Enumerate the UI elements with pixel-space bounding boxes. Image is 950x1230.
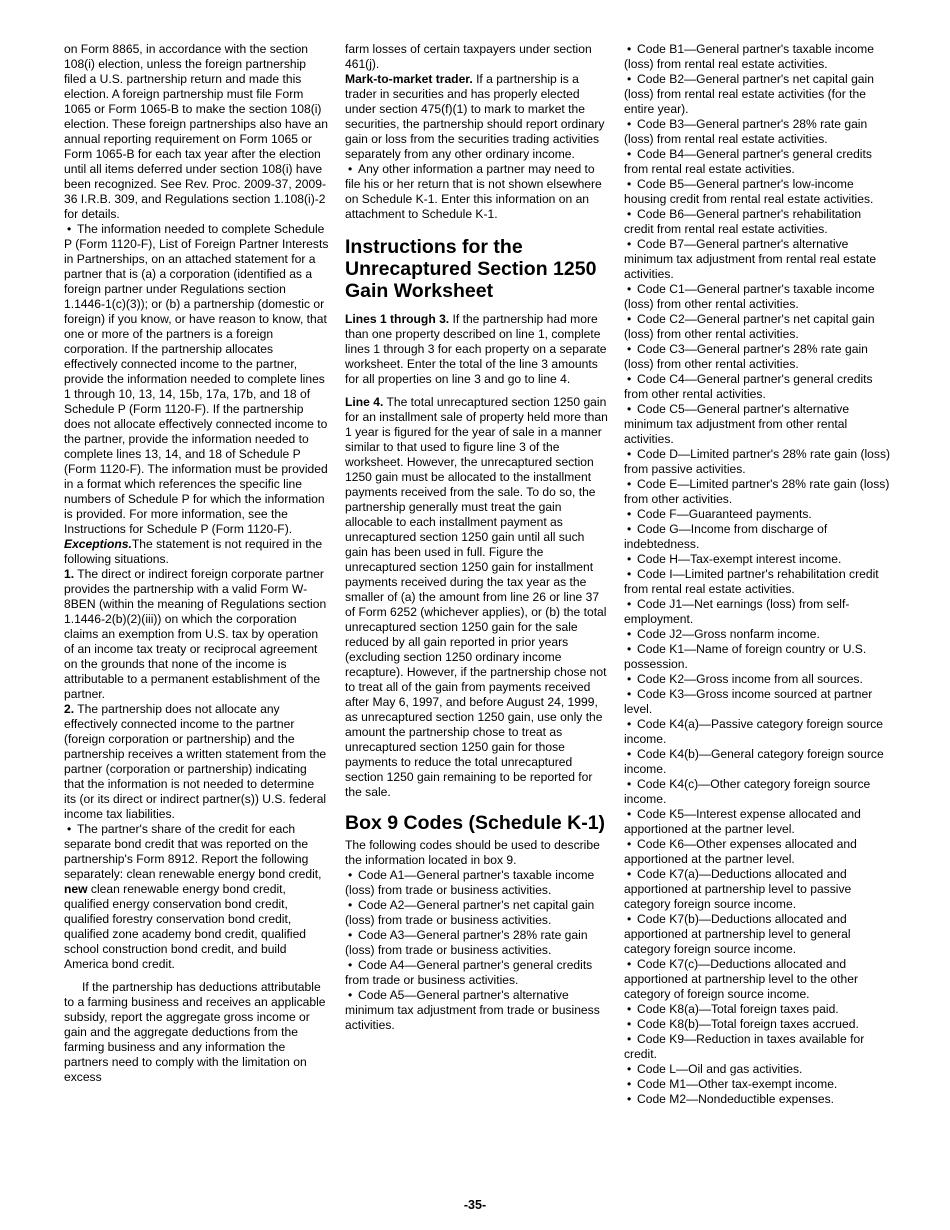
code-item [624,717,892,747]
bullet-icon: • [627,477,632,491]
code-text: Code A2—General partner's net capital gain (loss) from trade or business activities. [345,898,595,927]
code-text: Code K9—Reduction in taxes available for credit. [624,1032,865,1061]
bullet-icon: • [348,162,353,176]
bullet-icon: • [627,312,632,326]
code-item [624,807,892,837]
code-item [624,1062,892,1077]
code-text: Code C5—General partner's alternative minimum tax adjustment from other rental activities. [624,402,850,446]
code-item [624,567,892,597]
bullet-item [64,222,329,537]
column-1 [64,42,329,1085]
bullet-icon: • [627,147,632,161]
code-text: Code A5—General partner's alternative minimum tax adjustment from trade or business activities. [345,988,600,1032]
code-text: Code A3—General partner's 28% rate gain (loss) from trade or business activities. [345,928,588,957]
code-item [624,117,892,147]
bullet-icon: • [627,777,632,791]
code-text: Code I—Limited partner's rehabilitation credit from rental real estate activities. [624,567,879,596]
bullet-icon: • [627,672,632,686]
item-number: 1. [64,567,75,581]
code-item [345,928,610,958]
bullet-icon: • [348,958,353,972]
bullet-icon: • [627,117,632,131]
code-item [624,672,892,687]
code-text: Code B3—General partner's 28% rate gain (loss) from rental real estate activities. [624,117,868,146]
code-text: Code K7(a)—Deductions allocated and apportioned at partnership level to passive category foreign source income. [624,867,852,911]
bullet-icon: • [627,72,632,86]
bullet-icon: • [627,567,632,581]
code-item [624,912,892,957]
paragraph-farming: If the partnership has deductions attributable to a farming business and receives an applicable subsidy, report the aggregate gross income or gain and the aggregate deductions from the farming business and any information the partners need to comply with the limitation on excess [64,980,326,1084]
code-text: Code K1—Name of foreign country or U.S. possession. [624,642,867,671]
bullet-icon: • [348,868,353,882]
code-item [624,42,892,72]
code-text: Code D—Limited partner's 28% rate gain (loss) from passive activities. [624,447,891,476]
code-item [624,237,892,282]
code-text: Code K4(a)—Passive category foreign source income. [624,717,884,746]
code-item [624,342,892,372]
bullet-text: The information needed to complete Schedule P (Form 1120-F), List of Foreign Partner Interests in Partnerships, on an attached statement for a partner that is (a) a corporation (identified as a foreign partner under Regulations section 1.1446-1(c)(3)); or (b) a partnership (domestic or foreign) if you know, or have reason to know, that one or more of the partners is a foreign corporation. If the partnership allocates effectively connected income to the partner, provide the information needed to complete lines 1 through 10, 13, 14, 15b, 17a, 17b, and 18 of Schedule P (Form 1120-F). If the partnership does not allocate effectively connected income to the partner, provide the information needed to complete lines 13, 14, and 18 of Schedule P (Form 1120-F). The information must be provided in a format which references the specific line numbers of Schedule P for which the information is provided. For more information, see the Instructions for Schedule P (Form 1120-F). [64,222,329,536]
code-text: Code C2—General partner's net capital gain (loss) from other rental activities. [624,312,875,341]
bullet-icon: • [348,988,353,1002]
code-item [624,522,892,552]
bullet-icon: • [348,928,353,942]
bullet-icon: • [627,627,632,641]
section-heading-box9: Box 9 Codes (Schedule K-1) [345,812,606,834]
bullet-icon: • [627,807,632,821]
code-item [624,402,892,447]
code-item [624,1017,892,1032]
code-item [624,837,892,867]
bullet-icon: • [627,867,632,881]
bullet-icon: • [627,282,632,296]
bullet-icon: • [627,522,632,536]
code-item [624,552,892,567]
code-item [624,147,892,177]
bullet-icon: • [627,447,632,461]
code-text: Code K5—Interest expense allocated and apportioned at the partner level. [624,807,861,836]
code-item [624,312,892,342]
bullet-icon: • [627,597,632,611]
bullet-icon: • [627,372,632,386]
code-item [624,642,892,672]
column-2 [345,42,610,1033]
code-item [624,777,892,807]
bullet-icon: • [627,957,632,971]
box9-intro: The following codes should be used to describe the information located in box 9. [345,838,600,867]
code-text: Code K4(c)—Other category foreign source income. [624,777,871,806]
code-text: Code B5—General partner's low-income housing credit from rental real estate activities. [624,177,874,206]
code-text: Code C4—General partner's general credits from other rental activities. [624,372,873,401]
bullet-icon: • [348,898,353,912]
code-text: Code B2—General partner's net capital gain (loss) from rental real estate activities (for the entire year). [624,72,874,116]
bullet-item [64,822,329,972]
code-item [624,1032,892,1062]
code-item [624,72,892,117]
item-text: The direct or indirect foreign corporate partner provides the partnership with a valid Form W-8BEN (within the meaning of Regulations section 1.1446-2(b)(2)(iii)) on which the corporation claims an exemption from U.S. tax by operation of an income tax treaty or reciprocal agreement on the grounds that none of the income is attributable to a permanent establishment of the partner. [64,567,327,701]
code-item [624,1092,892,1107]
line-4-paragraph [345,395,610,800]
bullet-icon: • [67,222,72,236]
line-label: Line 4. [345,395,384,409]
code-text: Code C3—General partner's 28% rate gain (loss) from other rental activities. [624,342,868,371]
code-item [624,1077,892,1092]
code-text: Code M2—Nondeductible expenses. [637,1092,834,1106]
code-item [624,597,892,627]
code-list [345,868,610,1033]
bullet-item [345,162,610,222]
code-text: Code K6—Other expenses allocated and apportioned at the partner level. [624,837,857,866]
code-text: Code K3—Gross income sourced at partner level. [624,687,873,716]
code-text: Code K8(a)—Total foreign taxes paid. [637,1002,839,1016]
bullet-text: The partner's share of the credit for each separate bond credit that was reported on the partnership's Form 8912. Report the following separately: clean renewable energy bond credit, [64,822,322,881]
code-item [624,447,892,477]
code-text: Code B7—General partner's alternative minimum tax adjustment from rental real estate activities. [624,237,877,281]
code-text: Code A1—General partner's taxable income (loss) from trade or business activities. [345,868,595,897]
lines-label: Lines 1 through 3. [345,312,450,326]
code-text: Code H—Tax-exempt interest income. [637,552,842,566]
lines-text: If the partnership had more than one property described on line 1, complete lines 1 through 3 for each property on a separate worksheet. Enter the total of the line 3 amounts for all properties on line 3 and go to line 4. [345,312,607,386]
code-text: Code K7(c)—Deductions allocated and apportioned at partnership level to the other category of foreign source income. [624,957,858,1001]
bullet-icon: • [627,402,632,416]
mtm-label: Mark-to-market trader. [345,72,473,86]
bold-new: new [64,882,88,896]
code-item [624,867,892,912]
exceptions-text: The statement is not required in the following situations. [64,537,323,566]
page-number: -35- [463,1198,487,1212]
code-item [624,507,892,522]
code-text: Code J2—Gross nonfarm income. [637,627,820,641]
code-item [624,1002,892,1017]
code-item [624,627,892,642]
bullet-icon: • [627,1032,632,1046]
paragraph: farm losses of certain taxpayers under section 461(j). [345,42,592,71]
lines-1-3-paragraph [345,312,610,387]
code-text: Code L—Oil and gas activities. [637,1062,803,1076]
bullet-icon: • [627,507,632,521]
code-item [624,477,892,507]
code-item [624,747,892,777]
bullet-icon: • [627,1092,632,1106]
code-item [345,958,610,988]
numbered-item-1 [64,567,329,702]
code-list [624,42,892,1107]
code-text: Code E—Limited partner's 28% rate gain (loss) from other activities. [624,477,890,506]
bullet-icon: • [67,822,72,836]
code-item [624,207,892,237]
code-text: Code K4(b)—General category foreign source income. [624,747,884,776]
code-text: Code B4—General partner's general credits from rental real estate activities. [624,147,872,176]
bullet-icon: • [627,747,632,761]
bullet-icon: • [627,177,632,191]
numbered-item-2 [64,702,329,822]
code-item [624,687,892,717]
code-text: Code B1—General partner's taxable income (loss) from rental real estate activities. [624,42,874,71]
bullet-icon: • [627,1077,632,1091]
bullet-text-cont: clean renewable energy bond credit, qualified energy conservation bond credit, qualified forestry conservation bond credit, qualified zone academy bond credit, qualified school construction bond credit, and build America bond credit. [64,882,307,971]
mark-to-market-paragraph [345,72,610,162]
code-text: Code K7(b)—Deductions allocated and apportioned at partnership level to general category foreign source income. [624,912,851,956]
code-item [345,988,610,1033]
mtm-text: If a partnership is a trader in securities and has properly elected under section 475(f)(1) to mark to market the securities, the partnership should report ordinary gain or loss from the securities trading activities separately from any other ordinary income. [345,72,605,161]
bullet-icon: • [627,342,632,356]
bullet-icon: • [627,1062,632,1076]
code-item [345,868,610,898]
item-text: The partnership does not allocate any effectively connected income to the partner (foreign corporation or partnership) and the partnership receives a written statement from the partner (corporation or partnership) indicating that the information is not needed to determine its (or its direct or indirect partner(s)) U.S. federal income tax liabilities. [64,702,327,821]
code-text: Code K2—Gross income from all sources. [637,672,863,686]
bullet-icon: • [627,912,632,926]
code-text: Code A4—General partner's general credits from trade or business activities. [345,958,593,987]
line-text: The total unrecaptured section 1250 gain for an installment sale of property held more than 1 year is figured for the year of sale in a manner similar to that used to figure line 3 of the worksheet. However, the unrecaptured section 1250 gain must be allocated to the installment payments received from the sale. To do so, the partnership generally must treat the gain allocable to each installment payment as unrecaptured section 1250 gain until all such gain has been used in full. Figure the unrecaptured section 1250 gain for installment payments received during the tax year as the smaller of (a) the amount from line 26 or line 37 of Form 6252 (whichever applies), or (b) the total unrecaptured section 1250 gain for the sale reduced by all gain reported in prior years (excluding section 1250 ordinary income recapture). However, if the partnership chose not to treat all of the gain from payments received after May 6, 1997, and before August 24, 1999, as unrecaptured section 1250 gain, use only the amount the partnership chose to treat as unrecaptured section 1250 gain for those payments to reduce the total unrecaptured section 1250 gain remaining to be reported for the sale. [345,395,608,799]
bullet-icon: • [627,42,632,56]
code-item [624,372,892,402]
code-text: Code C1—General partner's taxable income (loss) from other rental activities. [624,282,875,311]
exceptions-label: Exceptions. [64,537,132,551]
code-text: Code B6—General partner's rehabilitation credit from rental real estate activities. [624,207,862,236]
paragraph: on Form 8865, in accordance with the section 108(i) election, unless the foreign partnership filed a U.S. partnership return and made this election. A foreign partnership must file Form 1065 or Form 1065-B to make the section 108(i) election. These foreign partnerships also have an annual reporting requirement on Form 1065 or Form 1065-B for each tax year after the election until all items deferred under section 108(i) have been recognized. See Rev. Proc. 2009-37, 2009-36 I.R.B. 309, and Regulations section 1.108(i)-2 for details. [64,42,328,221]
item-number: 2. [64,702,75,716]
column-3 [624,42,892,1107]
code-text: Code F—Guaranteed payments. [637,507,812,521]
bullet-icon: • [627,642,632,656]
code-text: Code M1—Other tax-exempt income. [637,1077,838,1091]
code-text: Code G—Income from discharge of indebtedness. [624,522,828,551]
exceptions-paragraph [64,537,329,567]
code-item [624,177,892,207]
bullet-icon: • [627,1002,632,1016]
code-item [345,898,610,928]
bullet-icon: • [627,1017,632,1031]
code-text: Code K8(b)—Total foreign taxes accrued. [637,1017,859,1031]
bullet-icon: • [627,687,632,701]
code-item [624,282,892,312]
section-heading-1250: Instructions for the Unrecaptured Section 1250 Gain Worksheet [345,236,597,302]
bullet-icon: • [627,837,632,851]
code-text: Code J1—Net earnings (loss) from self-employment. [624,597,850,626]
bullet-icon: • [627,237,632,251]
code-item [624,957,892,1002]
bullet-icon: • [627,552,632,566]
bullet-icon: • [627,207,632,221]
bullet-text: Any other information a partner may need to file his or her return that is not shown elsewhere on Schedule K-1. Enter this information on an attachment to Schedule K-1. [345,162,602,221]
bullet-icon: • [627,717,632,731]
